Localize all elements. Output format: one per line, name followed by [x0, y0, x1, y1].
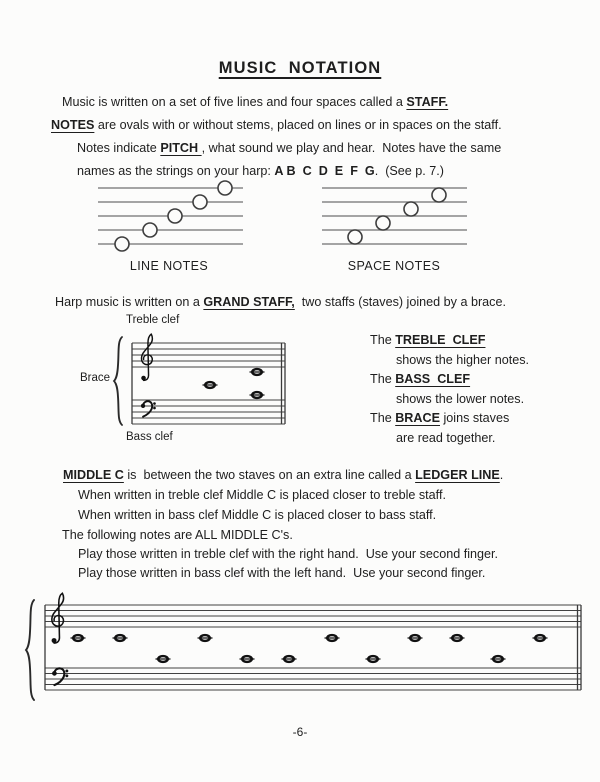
- term-pitch: PITCH: [160, 141, 202, 155]
- term-bass-clef: BASS CLEF: [395, 372, 471, 386]
- clef-info-text: The: [370, 333, 396, 347]
- middle-c-line-6: Play those written in bass clef with the left hand. Use your second finger.: [78, 566, 486, 580]
- bass-clef-label: Bass clef: [126, 431, 173, 443]
- middle-c-notes-group: [71, 635, 548, 662]
- treble-clef-icon: [141, 334, 152, 380]
- grand-staff-demo-figure: [108, 328, 292, 432]
- page-title: MUSIC NOTATION: [218, 59, 382, 77]
- note-circle: [193, 195, 207, 209]
- intro-line-4-text: names as the strings on your harp:: [77, 164, 275, 178]
- middle-c-line-4: The following notes are ALL MIDDLE C's.: [62, 528, 293, 542]
- brace-label: Brace: [80, 372, 111, 384]
- middle-c-line-5: Play those written in treble clef with the right hand. Use your second finger.: [78, 547, 499, 561]
- term-treble-clef: TREBLE CLEF: [395, 333, 486, 347]
- term-middle-c: MIDDLE C: [63, 468, 124, 482]
- middle-c-line-3: When written in bass clef Middle C is placed closer to bass staff.: [78, 508, 437, 522]
- bottom-grand-staff-figure: [22, 588, 592, 718]
- term-brace: BRACE: [395, 411, 440, 425]
- intro-line-4: [77, 164, 444, 180]
- treble-clef-icon: [52, 593, 64, 643]
- intro-line-4-text2: . (See p. 7.): [374, 164, 444, 178]
- term-ledger-line: LEDGER LINE: [415, 468, 500, 482]
- space-notes-figure: [315, 180, 475, 252]
- grand-staff-line: [55, 295, 506, 311]
- middle-c-line-2: When written in treble clef Middle C is placed closer to treble staff.: [78, 488, 446, 502]
- note-circle: [348, 230, 362, 244]
- staff-lines: [45, 605, 581, 690]
- clef-info-line-3: [370, 372, 470, 388]
- middle-c-line-1: [63, 468, 503, 484]
- bass-clef-icon: [52, 668, 68, 685]
- clef-info-line-2: shows the higher notes.: [396, 353, 530, 367]
- intro-line-3-text: Notes indicate: [77, 141, 161, 155]
- grand-staff-text: Harp music is written on a: [55, 295, 204, 309]
- intro-line-3: [77, 141, 501, 157]
- grand-staff-text2: two staffs (staves) joined by a brace.: [294, 295, 506, 309]
- intro-line-2: [51, 118, 502, 134]
- brace-icon: [26, 600, 34, 700]
- clef-info-line-5: [370, 411, 509, 427]
- clef-info-text: The: [370, 372, 396, 386]
- intro-line-3-text2: , what sound we play and hear. Notes have the same: [201, 141, 502, 155]
- intro-line-2-text: are ovals with or without stems, placed on lines or in spaces on the staff.: [94, 118, 502, 132]
- clef-info-line-4: shows the lower notes.: [396, 392, 525, 406]
- note-circle: [376, 216, 390, 230]
- clef-info-line-1: [370, 333, 485, 349]
- bass-clef-icon: [141, 401, 156, 416]
- intro-line-1: [62, 95, 448, 111]
- clef-info-line-6: are read together.: [396, 431, 496, 445]
- clef-info-text: The: [370, 411, 396, 425]
- note-circle: [432, 188, 446, 202]
- middle-c-text: is between the two staves on an extra line called a: [123, 468, 416, 482]
- note-circle: [218, 181, 232, 195]
- term-staff: STAFF.: [406, 95, 449, 109]
- note-circle: [115, 237, 129, 251]
- middle-c-notes-group: [203, 369, 265, 398]
- treble-clef-label: Treble clef: [126, 314, 180, 326]
- staff-lines: [132, 343, 285, 424]
- middle-c-text2: .: [499, 468, 504, 482]
- page-number: -6-: [292, 725, 308, 739]
- line-notes-figure: [90, 180, 250, 252]
- note-circle: [404, 202, 418, 216]
- note-circle: [168, 209, 182, 223]
- note-circle: [143, 223, 157, 237]
- space-notes-label: SPACE NOTES: [347, 259, 441, 273]
- string-names: A B C D E F G: [274, 164, 375, 178]
- term-grand-staff: GRAND STAFF,: [203, 295, 295, 309]
- brace-icon: [114, 337, 122, 425]
- intro-line-1-text: Music is written on a set of five lines and four spaces called a: [62, 95, 407, 109]
- term-notes: NOTES: [51, 118, 95, 132]
- line-notes-label: LINE NOTES: [129, 259, 209, 273]
- barlines: [45, 605, 581, 690]
- clef-info-text2: joins staves: [439, 411, 510, 425]
